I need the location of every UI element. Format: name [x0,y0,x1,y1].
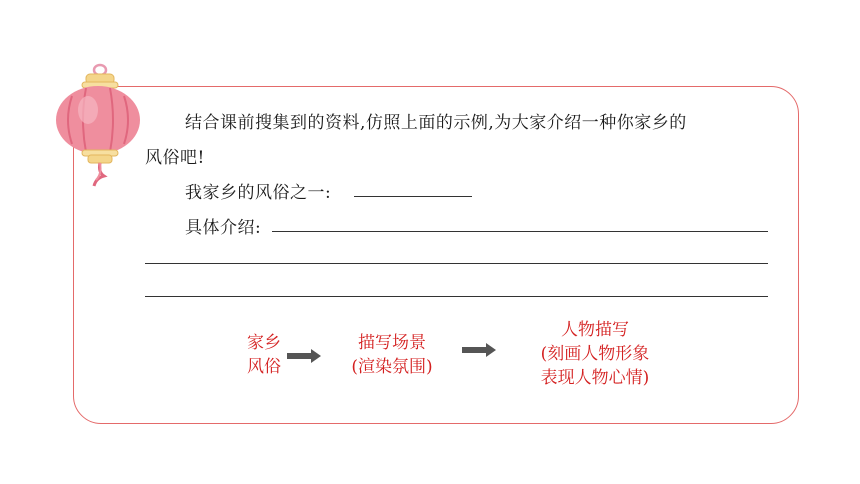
flow-step-1-line-2: 风俗 [247,357,281,377]
flow-step-hometown-custom [236,331,292,379]
flow-step-character [512,318,678,390]
flow-step-2-line-1: 描写场景 [358,333,426,353]
intro-answer-blank-3[interactable] [145,296,768,297]
prompt-line-2: 风俗吧! [145,148,205,168]
flow-step-1-line-1: 家乡 [247,333,281,353]
lantern-icon [52,62,144,188]
intro-answer-blank-1[interactable] [272,231,768,232]
flow-step-3-line-1: 人物描写 [561,320,629,340]
arrow-right-icon [462,343,496,357]
flow-step-3-line-2: (刻画人物形象 [540,344,650,364]
custom-answer-blank[interactable] [354,196,472,197]
intro-label: 具体介绍: [185,218,262,238]
flow-step-2-line-2: (渲染氛围) [351,357,433,377]
prompt-line-1: 结合课前搜集到的资料,仿照上面的示例,为大家介绍一种你家乡的 [185,113,687,133]
flow-step-3-line-3: 表现人物心情) [540,368,650,388]
flow-step-scene [332,331,452,379]
arrow-right-icon [287,349,321,363]
intro-answer-blank-2[interactable] [145,263,768,264]
custom-label: 我家乡的风俗之一: [185,183,332,203]
